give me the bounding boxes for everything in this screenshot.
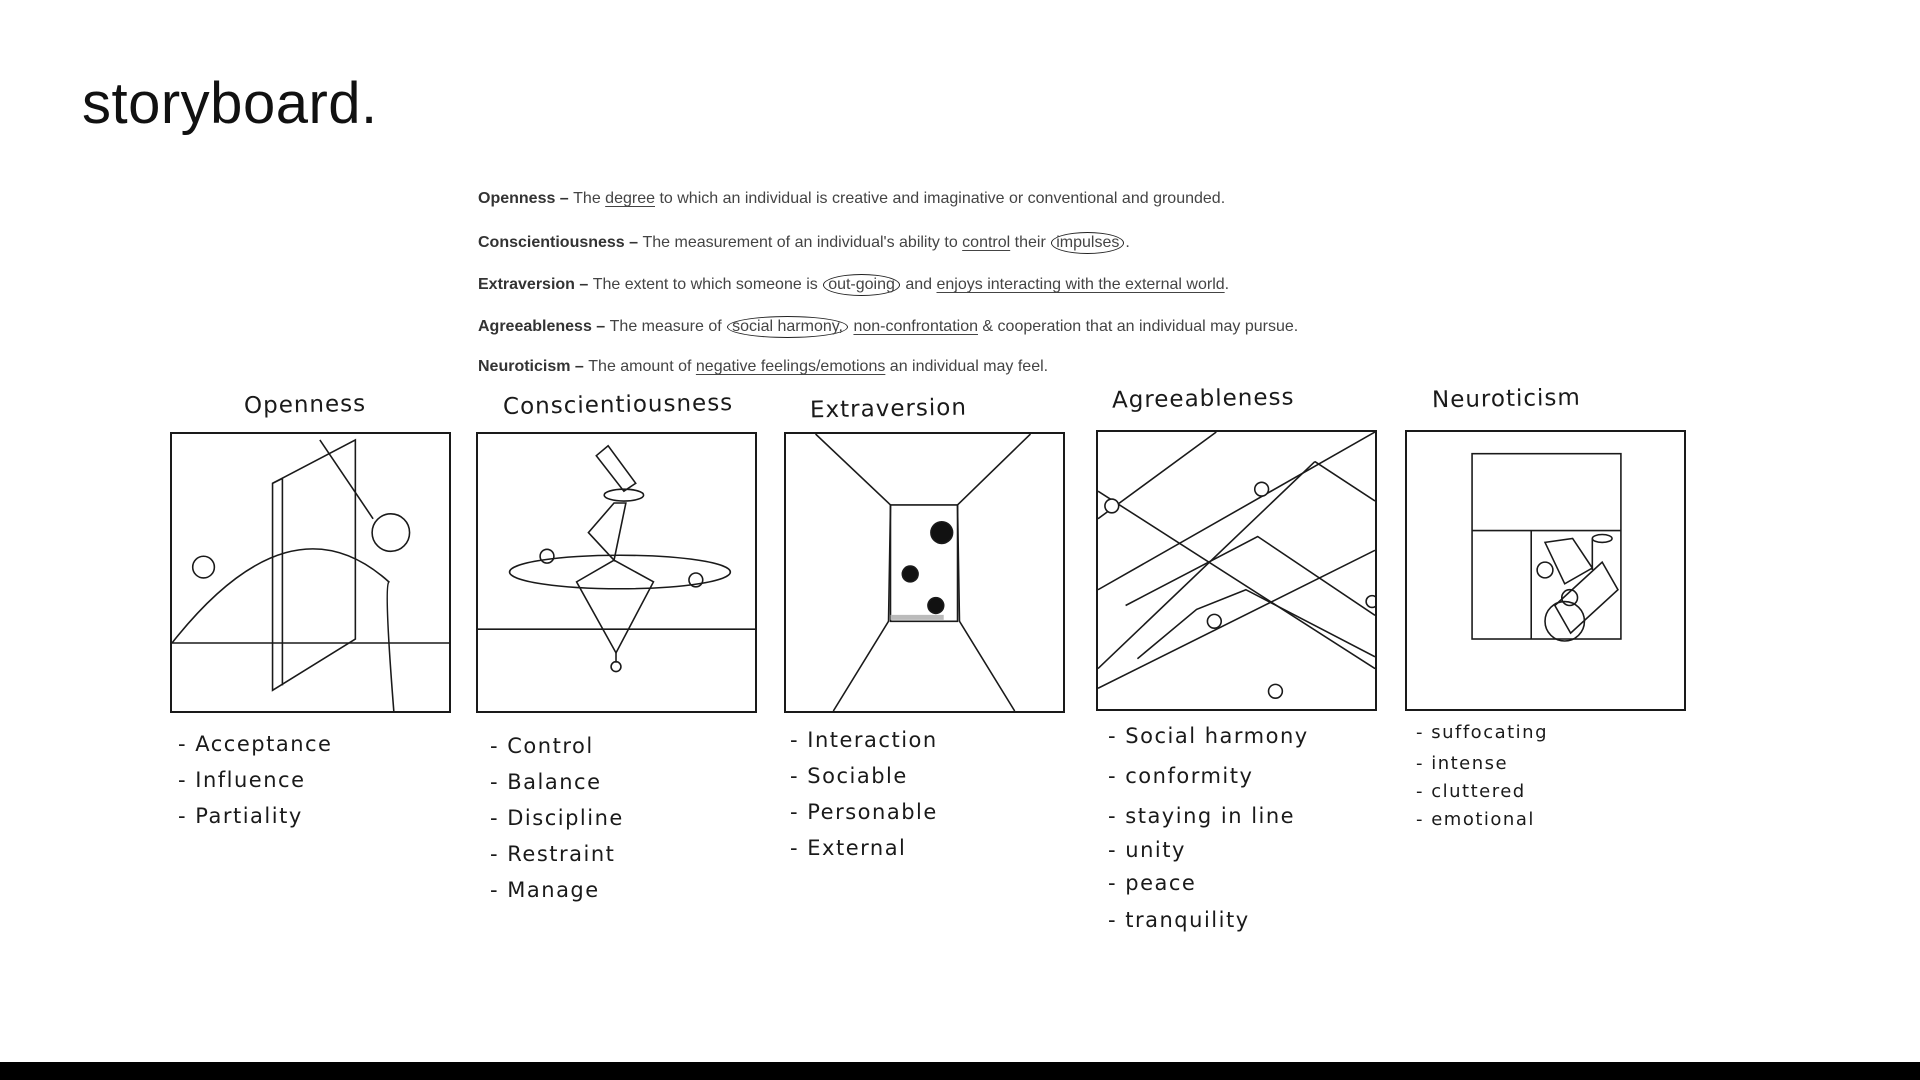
panel-neuroticism-words <box>1416 716 1548 834</box>
word-item: - cluttered <box>1416 778 1548 806</box>
word-item: - Interaction <box>790 722 938 758</box>
definition-conscientiousness <box>478 232 1130 254</box>
definition-term: Conscientiousness <box>478 234 625 251</box>
definition-dash: – <box>574 276 593 293</box>
word-item: - Balance <box>490 764 624 800</box>
definition-segment: & cooperation that an individual may pursue. <box>977 318 1299 335</box>
panel-agreeableness-sketch <box>1096 430 1377 711</box>
word-item: - peace <box>1108 864 1309 902</box>
word-item: - Sociable <box>790 758 938 794</box>
underlined-phrase: control <box>962 234 1011 251</box>
circled-phrase: impulses <box>1051 232 1124 254</box>
word-item: - Partiality <box>178 798 332 834</box>
panel-neuroticism-sketch <box>1405 430 1686 711</box>
panel-openness-words <box>178 726 332 834</box>
word-item: - suffocating <box>1416 716 1548 750</box>
definition-segment: The extent to which someone is <box>592 276 823 293</box>
word-item: - intense <box>1416 750 1548 778</box>
definition-segment: and <box>900 276 937 293</box>
definition-segment: The <box>573 190 606 207</box>
neuroticism-sketch-drawing <box>1407 432 1684 709</box>
panel-label-neuroticism: Neuroticism <box>1431 384 1582 414</box>
definition-segment: to which an individual is creative and imaginative or conventional and grounded. <box>655 190 1226 207</box>
word-item: - Personable <box>790 794 938 830</box>
word-item: - Social harmony <box>1108 716 1309 756</box>
definition-dash: – <box>570 358 589 375</box>
conscientiousness-sketch-drawing <box>478 434 755 711</box>
word-item: - Discipline <box>490 800 624 836</box>
definition-extraversion <box>478 274 1229 296</box>
definition-segment: The amount of <box>588 358 696 375</box>
panel-conscientiousness-sketch <box>476 432 757 713</box>
definition-dash: – <box>624 234 643 251</box>
definition-openness <box>478 190 1225 208</box>
panel-openness-sketch <box>170 432 451 713</box>
word-item: - Acceptance <box>178 726 332 762</box>
underlined-phrase: enjoys interacting with the external world <box>936 276 1225 293</box>
definition-dash: – <box>555 190 574 207</box>
definition-segment: The measurement of an individual's ability to <box>642 234 963 251</box>
definition-text <box>588 358 1048 375</box>
definition-segment: an individual may feel. <box>885 358 1049 375</box>
definition-segment: . <box>1224 276 1230 293</box>
definition-text <box>610 318 1299 335</box>
word-item: - staying in line <box>1108 796 1309 836</box>
panel-label-extraversion: Extraversion <box>809 394 968 424</box>
word-item: - Influence <box>178 762 332 798</box>
panel-label-agreeableness: Agreeableness <box>1111 384 1295 414</box>
panel-agreeableness-words <box>1108 716 1309 938</box>
definition-text <box>643 234 1130 251</box>
definition-term: Agreeableness <box>478 318 592 335</box>
word-item: - Restraint <box>490 836 624 872</box>
definition-text <box>573 190 1225 207</box>
definition-agreeableness <box>478 316 1298 338</box>
definition-segment: their <box>1010 234 1051 251</box>
definition-term: Neuroticism <box>478 358 571 375</box>
word-item: - tranquility <box>1108 902 1309 938</box>
word-item: - emotional <box>1416 806 1548 834</box>
openness-sketch-drawing <box>172 434 449 711</box>
slide-title: storyboard. <box>82 71 378 136</box>
underlined-phrase: negative feelings/emotions <box>695 358 886 375</box>
extraversion-sketch-drawing <box>786 434 1063 711</box>
underlined-phrase: degree <box>605 190 655 207</box>
underlined-phrase: non-confrontation <box>853 318 978 335</box>
panel-extraversion-sketch <box>784 432 1065 713</box>
word-item: - Manage <box>490 872 624 908</box>
definition-dash: – <box>591 318 610 335</box>
circled-phrase: social harmony, <box>727 316 848 338</box>
definition-term: Openness <box>478 190 556 207</box>
panel-label-conscientiousness: Conscientiousness <box>502 389 734 421</box>
definition-neuroticism <box>478 358 1048 376</box>
word-item: - External <box>790 830 938 866</box>
panel-conscientiousness-words <box>490 728 624 908</box>
circled-phrase: out-going <box>823 274 900 296</box>
bottom-bar <box>0 1062 1920 1080</box>
definition-segment: . <box>1125 234 1130 251</box>
definition-term: Extraversion <box>478 276 575 293</box>
panel-label-openness: Openness <box>243 390 367 420</box>
word-item: - conformity <box>1108 756 1309 796</box>
agreeableness-sketch-drawing <box>1098 432 1375 709</box>
definition-segment: The measure of <box>609 318 727 335</box>
definition-text <box>593 276 1229 293</box>
word-item: - unity <box>1108 836 1309 864</box>
panel-extraversion-words <box>790 722 938 866</box>
word-item: - Control <box>490 728 624 764</box>
